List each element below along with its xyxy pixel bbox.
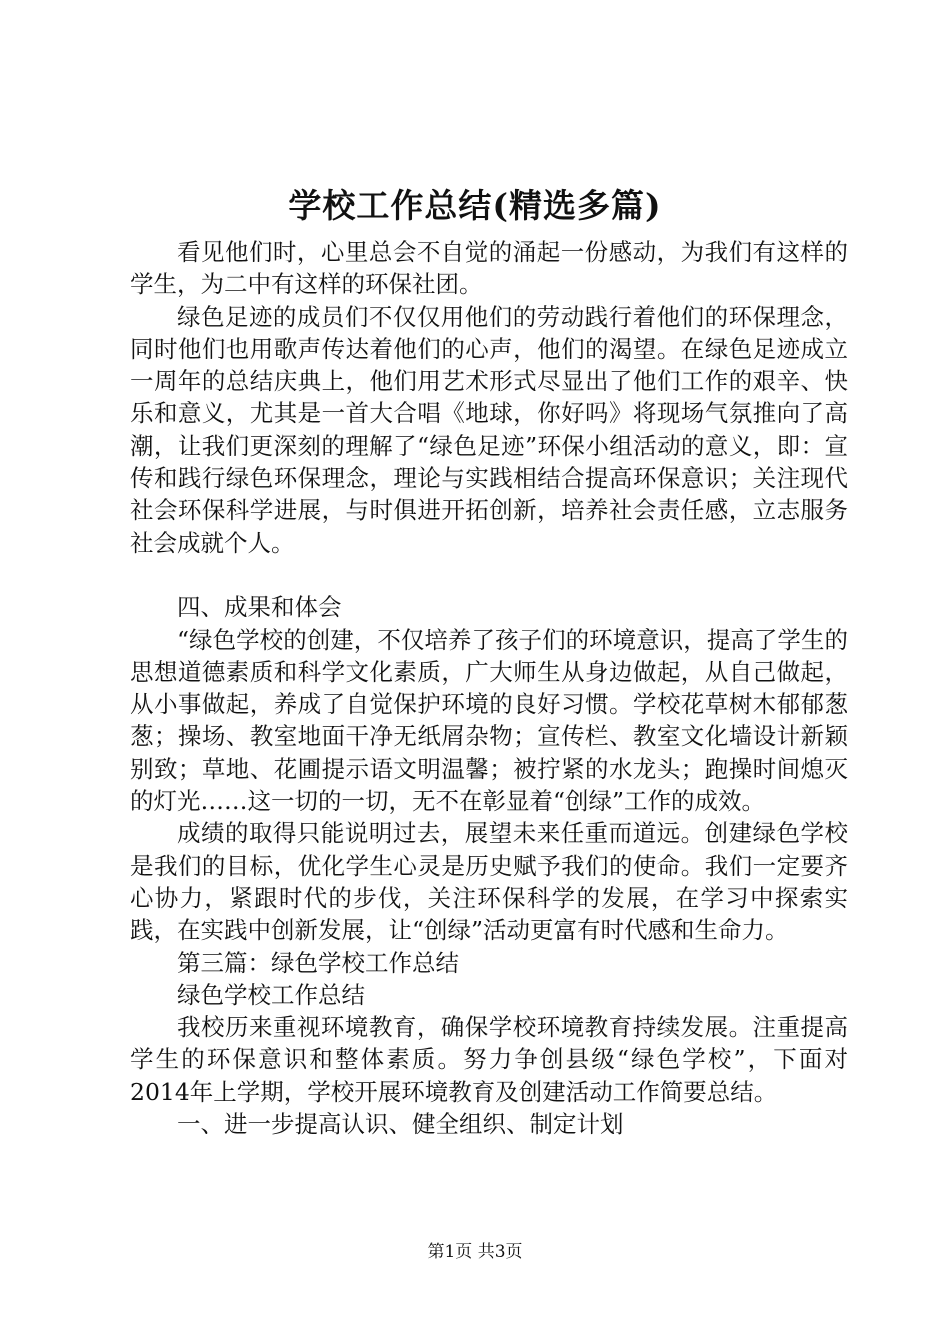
paragraph-5: 我校历来重视环境教育，确保学校环境教育持续发展。注重提高学生的环保意识和整体素质。努力争创县级“绿色学校”，下面对2014年上学期，学校开展环境教育及创建活动工作简要总结。 [130, 1013, 848, 1106]
paragraph-4: 成绩的取得只能说明过去，展望未来任重而道远。创建绿色学校是我们的目标，优化学生心灵是历史赋予我们的使命。我们一定要齐心协力，紧跟时代的步伐，关注环保科学的发展，在学习中探索实践，在实践中创新发展，让“创绿”活动更富有时代感和生命力。 [130, 819, 848, 945]
document-title: 学校工作总结(精选多篇) [288, 186, 662, 225]
paragraph-1: 看见他们时，心里总会不自觉的涌起一份感动，为我们有这样的学生，为二中有这样的环保社团。 [130, 238, 848, 299]
paragraph-3: “绿色学校的创建，不仅培养了孩子们的环境意识，提高了学生的思想道德素质和科学文化素质，广大师生从身边做起，从自己做起，从小事做起，养成了自觉保护环境的良好习惯。学校花草树木郁郁葱葱；操场、教室地面干净无纸屑杂物；宣传栏、教室文化墙设计新颖别致；草地、花圃提示语文明温馨；被拧紧的水龙头；跑操时间熄灭的灯光……这一切的一切，无不在彰显着“创绿”工作的成效。 [130, 625, 848, 816]
chapter-subtitle: 绿色学校工作总结 [177, 980, 365, 1009]
section-heading-1: 一、进一步提高认识、健全组织、制定计划 [177, 1110, 624, 1139]
page-footer: 第1页 共3页 [427, 1242, 523, 1262]
paragraph-spacer [130, 559, 848, 591]
section-heading-results: 四、成果和体会 [177, 593, 342, 622]
paragraph-2: 绿色足迹的成员们不仅仅用他们的劳动践行着他们的环保理念，同时他们也用歌声传达着他们的心声，他们的渴望。在绿色足迹成立一周年的总结庆典上，他们用艺术形式尽显出了他们工作的艰辛、快乐和意义，尤其是一首大合唱《地球，你好吗》将现场气氛推向了高潮，让我们更深刻的理解了“绿色足迹”环保小组活动的意义，即：宣传和践行绿色环保理念，理论与实践相结合提高环保意识；关注现代社会环保科学进展，与时俱进开拓创新，培养社会责任感，立志服务社会成就个人。 [130, 302, 848, 557]
document-body [130, 236, 848, 1140]
chapter-heading: 第三篇：绿色学校工作总结 [177, 948, 459, 977]
